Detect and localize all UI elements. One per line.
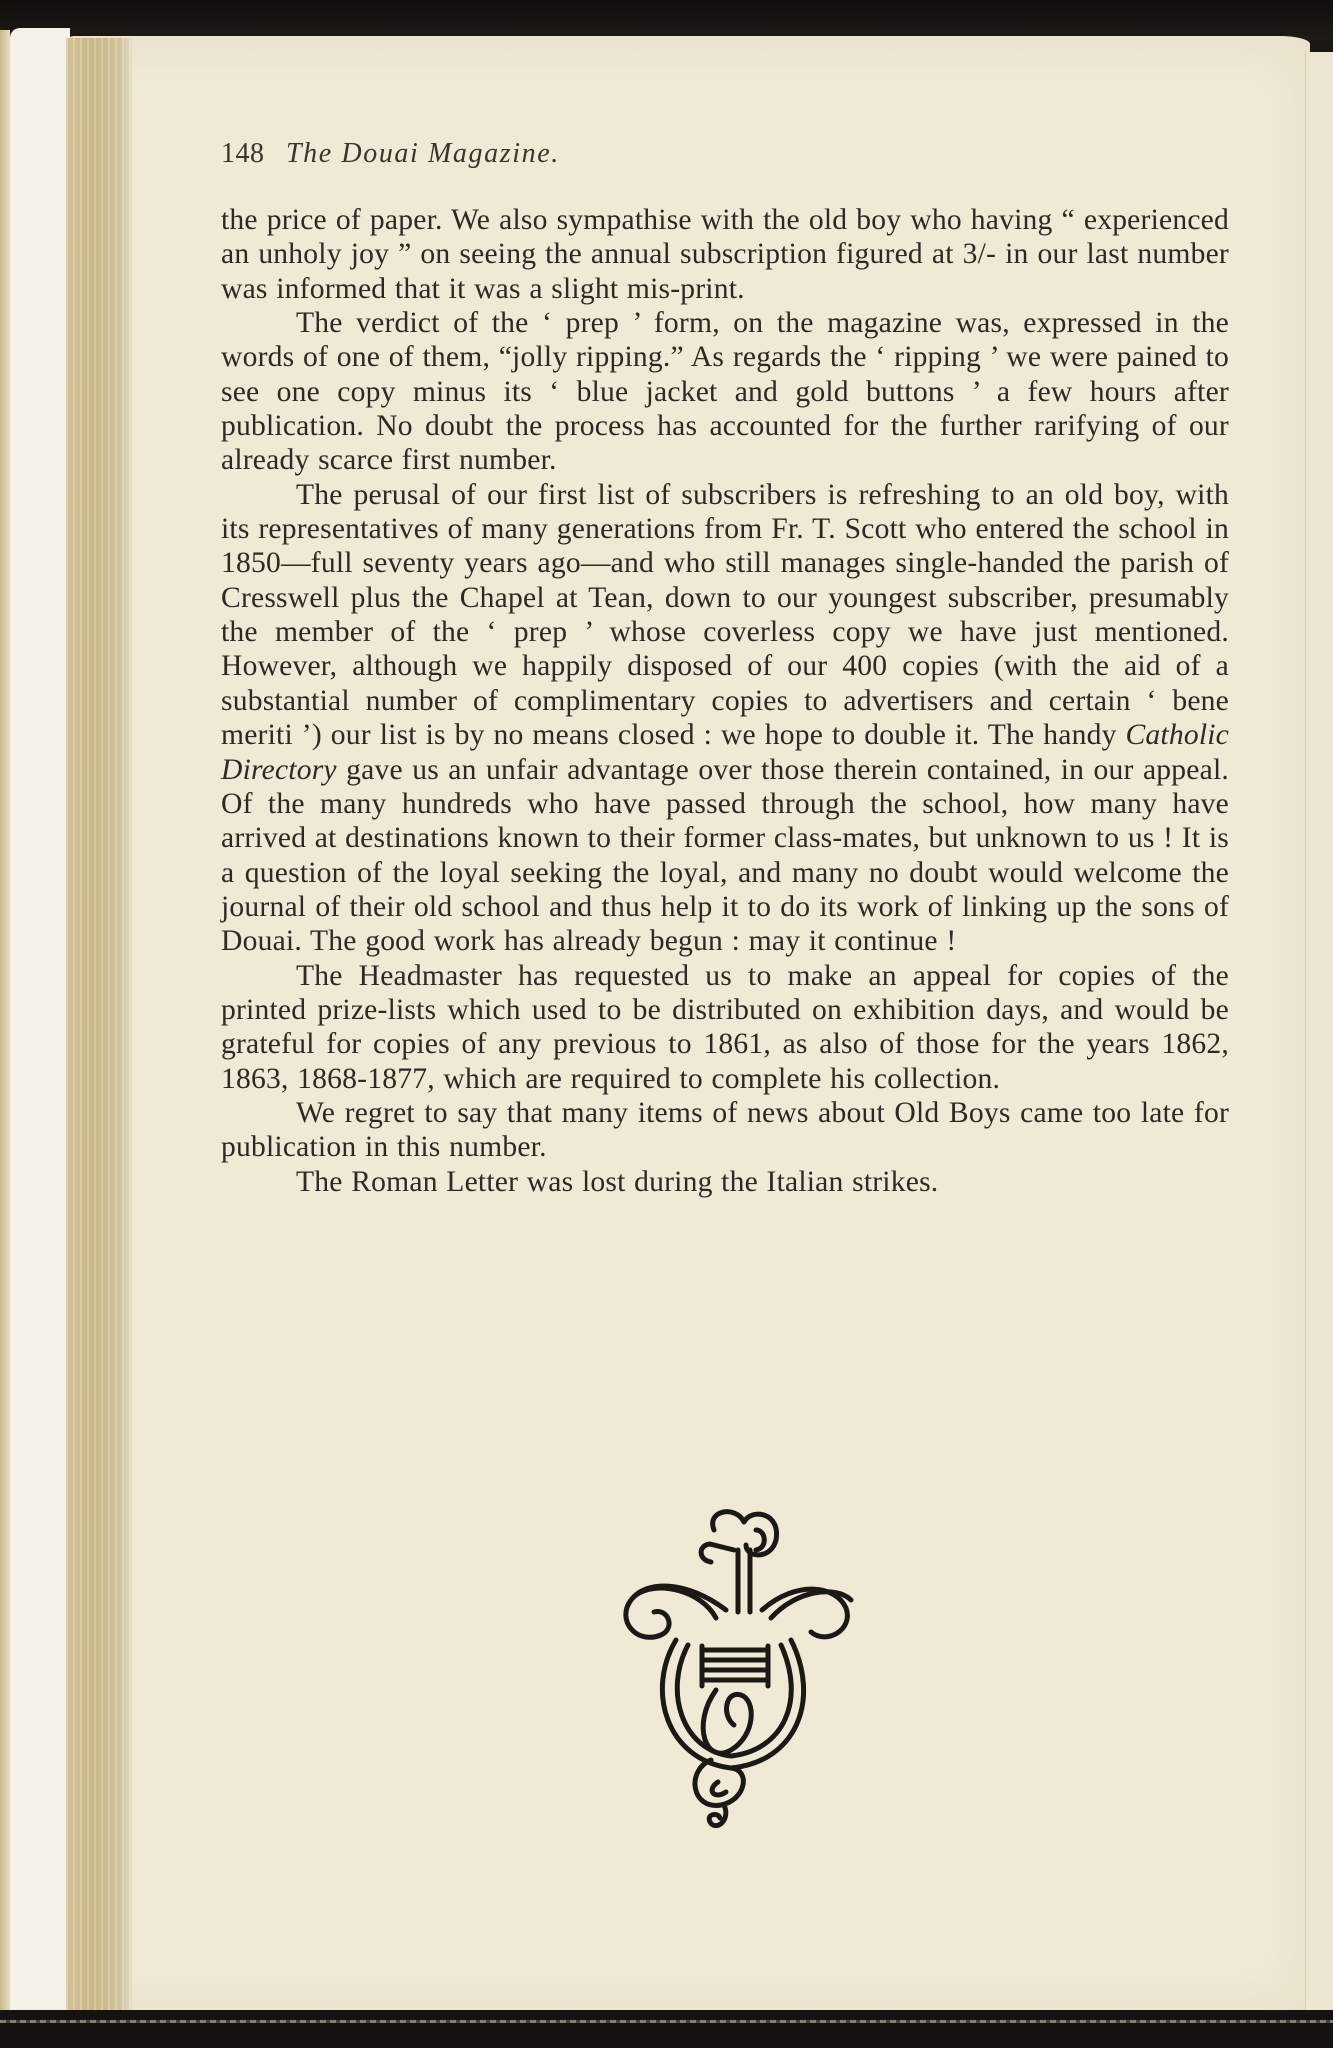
celtic-lyre-tailpiece-icon	[606, 1500, 856, 1840]
catholic-directory-title: Catholic Directory	[221, 719, 1229, 786]
flyleaf	[10, 28, 70, 2018]
page-gutter	[66, 38, 132, 2013]
paragraph-subscribers-part-1: The perusal of our first list of subscribers is refreshing to an old boy, with its representatives of many generations from Fr. T. Scott who entered the school in 1850—full seventy years ago—and who still manages single-handed the parish of Cresswell plus the Chapel at Tean, down to our youngest subscriber, presumably the member of the ‘ prep ’ whose coverless copy we have just mentioned. However, although we happily disposed of our 400 copies (with the aid of a substantial number of complimentary copies to advertisers and certain ‘ bene meriti ’) our list is by no means closed : we hope to double it. The handy	[221, 478, 1229, 752]
article-body	[221, 203, 1229, 1199]
running-head	[221, 138, 560, 170]
paragraph-late-news: We regret to say that many items of news about Old Boys came too late for publication in this number.	[221, 1096, 1229, 1164]
book-binding-top	[0, 0, 1333, 40]
paragraph-price-of-paper: the price of paper. We also sympathise with the old boy who having “ experienced an unholy joy ” on seeing the annual subscription figured at 3/- in our last number was informed that it was a slight mis-print.	[221, 204, 1229, 305]
facing-page-edge	[1305, 52, 1333, 2012]
paragraph-roman-letter: The Roman Letter was lost during the Italian strikes.	[296, 1165, 939, 1198]
page-stack-edge	[0, 30, 10, 2020]
paragraph-headmaster-appeal: The Headmaster has requested us to make an appeal for copies of the printed prize-lists which used to be distributed on exhibition days, and would be grateful for copies of any previous to 1861, as also of those for the years 1862, 1863, 1868-1877, which are required to complete his collection.	[221, 959, 1229, 1095]
paragraph-subscribers	[221, 478, 1229, 959]
page-number: 148	[221, 138, 265, 169]
book-binding-bottom	[0, 2010, 1333, 2048]
publication-title: The Douai Magazine.	[286, 138, 560, 169]
paragraph-subscribers-part-2: gave us an unfair advantage over those therein contained, in our appeal. Of the many hundreds who have passed through the school, how many have arrived at destinations known to their former class-mates, but unknown to us ! It is a question of the loyal seeking the loyal, and many no doubt would welcome the journal of their old school and thus help it to do its work of linking up the sons of Douai. The good work has already begun : may it continue !	[221, 753, 1230, 958]
binding-thread	[0, 2020, 1333, 2023]
paragraph-prep-verdict: The verdict of the ‘ prep ’ form, on the magazine was, expressed in the words of one of them, “jolly ripping.” As regards the ‘ ripping ’ we were pained to see one copy minus its ‘ blue jacket and gold buttons ’ a few hours after publication. No doubt the process has accounted for the further rarifying of our already scarce first number.	[221, 307, 1229, 477]
